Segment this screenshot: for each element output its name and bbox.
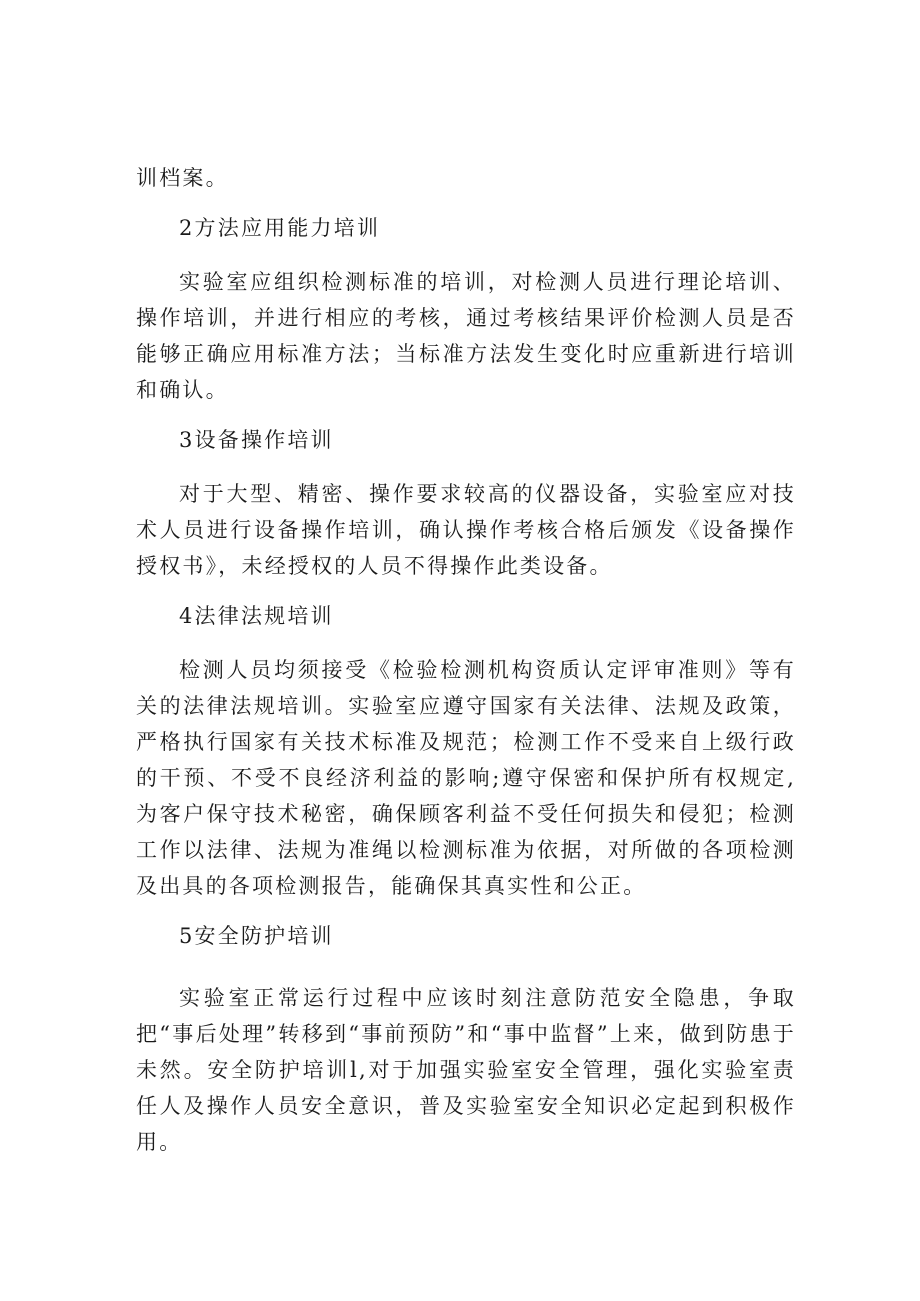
section-heading-5: 5安全防护培训: [179, 924, 334, 948]
section-heading-3: 3设备操作培训: [179, 428, 334, 452]
paragraph-method-training: 实验室应组织检测标准的培训，对检测人员进行理论培训、操作培训，并进行相应的考核，通过考核结果评价检测人员是否能够正确应用标准方法；当标准方法发生变化时应重新进行培训和确认。: [136, 270, 796, 402]
section-heading-2: 2方法应用能力培训: [179, 216, 381, 240]
paragraph-safety-training: 实验室正常运行过程中应该时刻注意防范安全隐患，争取把“事后处理”转移到“事前预防”和“事中监督”上来，做到防患于未然。安全防护培训l,对于加强实验室安全管理，强化实验室责任人及操作人员安全意识，普及实验室安全知识必定起到积极作用。: [136, 986, 796, 1154]
paragraph-equipment-training: 对于大型、精密、操作要求较高的仪器设备，实验室应对技术人员进行设备操作培训，确认操作考核合格后颁发《设备操作授权书》，未经授权的人员不得操作此类设备。: [136, 482, 796, 578]
section-heading-4: 4法律法规培训: [179, 604, 334, 628]
paragraph-continuation: 训档案。: [136, 166, 229, 190]
document-page: [136, 160, 796, 1160]
paragraph-law-training: 检测人员均须接受《检验检测机构资质认定评审准则》等有关的法律法规培训。实验室应遵守国家有关法律、法规及政策，严格执行国家有关技术标准及规范；检测工作不受来自上级行政的干预、不受不良经济利益的影响;遵守保密和保护所有权规定,为客户保守技术秘密，确保顾客利益不受任何损失和侵犯；检测工作以法律、法规为准绳以检测标准为依据，对所做的各项检测及出具的各项检测报告，能确保其真实性和公正。: [136, 658, 796, 898]
